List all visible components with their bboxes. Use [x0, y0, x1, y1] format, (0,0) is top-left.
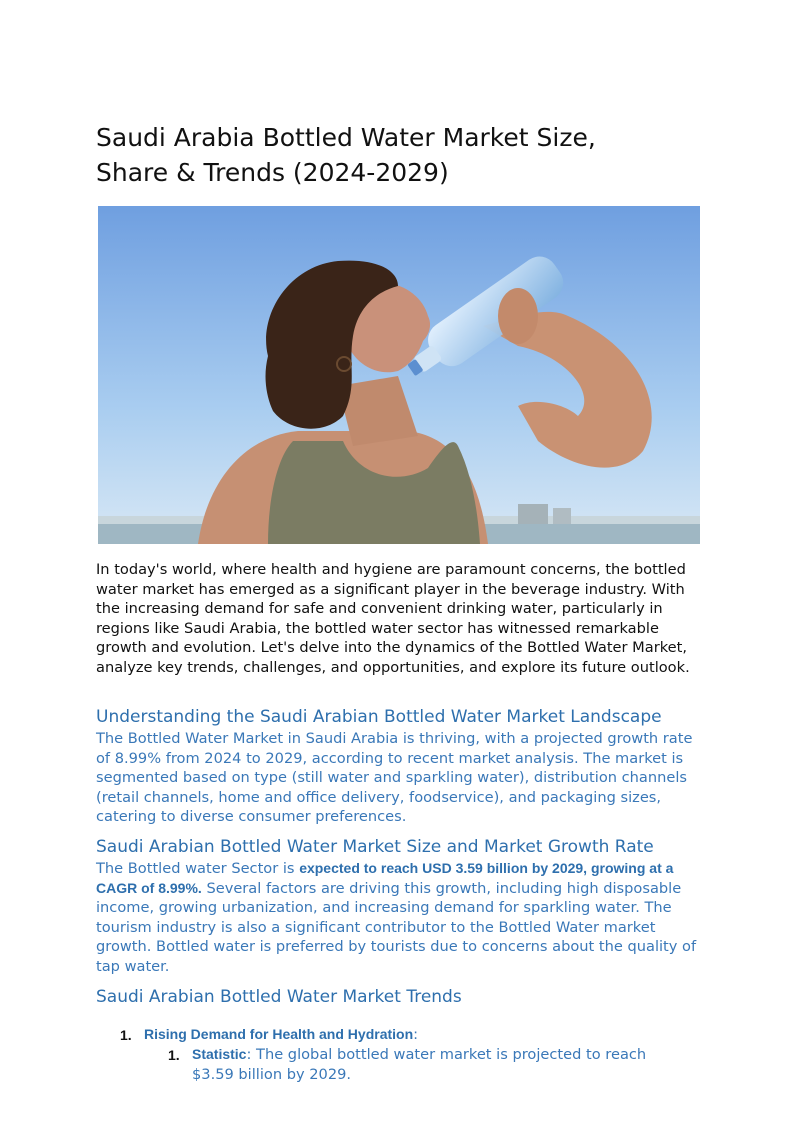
section-2-body-start: The Bottled water Sector is	[96, 860, 300, 877]
section-3-title: Saudi Arabian Bottled Water Market Trends	[96, 987, 462, 1007]
list-item-1-number: 1.	[120, 1027, 132, 1043]
list-item-1-label: Rising Demand for Health and Hydration	[144, 1026, 414, 1042]
sub-item-1-number: 1.	[168, 1047, 180, 1063]
page-title	[96, 120, 702, 190]
section-1-title: Understanding the Saudi Arabian Bottled Water Market Landscape	[96, 707, 662, 727]
section-1-body: The Bottled Water Market in Saudi Arabia is thriving, with a projected growth rate of 8.99% from 2024 to 2029, according to recent market analysis. The market is segmented based on type (still water and sparkling water), distribution channels (retail channels, home and office delivery, foodservice), and packaging sizes, catering to diverse consumer preferences.	[96, 730, 693, 825]
title-line-1: Saudi Arabia Bottled Water Market Size,	[96, 123, 596, 152]
list-item-1	[144, 1025, 418, 1045]
section-2-body	[96, 859, 702, 976]
sub-item-1	[192, 1045, 662, 1084]
section-2-title: Saudi Arabian Bottled Water Market Size and Market Growth Rate	[96, 837, 654, 857]
intro-paragraph: In today's world, where health and hygiene are paramount concerns, the bottled water market has emerged as a significant player in the beverage industry. With the increasing demand for safe and convenient drinking water, particularly in regions like Saudi Arabia, the bottled water sector has witnessed remarkable growth and evolution. Let's delve into the dynamics of the Bottled Water Market, analyze key trends, challenges, and opportunities, and explore its future outlook.	[96, 561, 690, 676]
hero-image	[98, 206, 700, 544]
sub-item-1-text: : The global bottled water market is projected to reach $3.59 billion by 2029.	[192, 1046, 647, 1083]
section-2-body-highlight: expected to reach USD 3.59 billion by 2029, growing at a CAGR of 8.99%.	[96, 860, 674, 896]
section-2-body-end: Several factors are driving this growth, including high disposable income, growing urbanization, and increasing demand for sparkling water. The tourism industry is also a significant contributor to the Bottled Water market growth. Bottled water is preferred by tourists due to concerns about the quality of tap water.	[96, 879, 697, 975]
list-item-1-colon: :	[413, 1026, 419, 1043]
sub-item-1-label: Statistic	[192, 1046, 247, 1062]
title-line-2: Share & Trends (2024-2029)	[96, 158, 449, 187]
